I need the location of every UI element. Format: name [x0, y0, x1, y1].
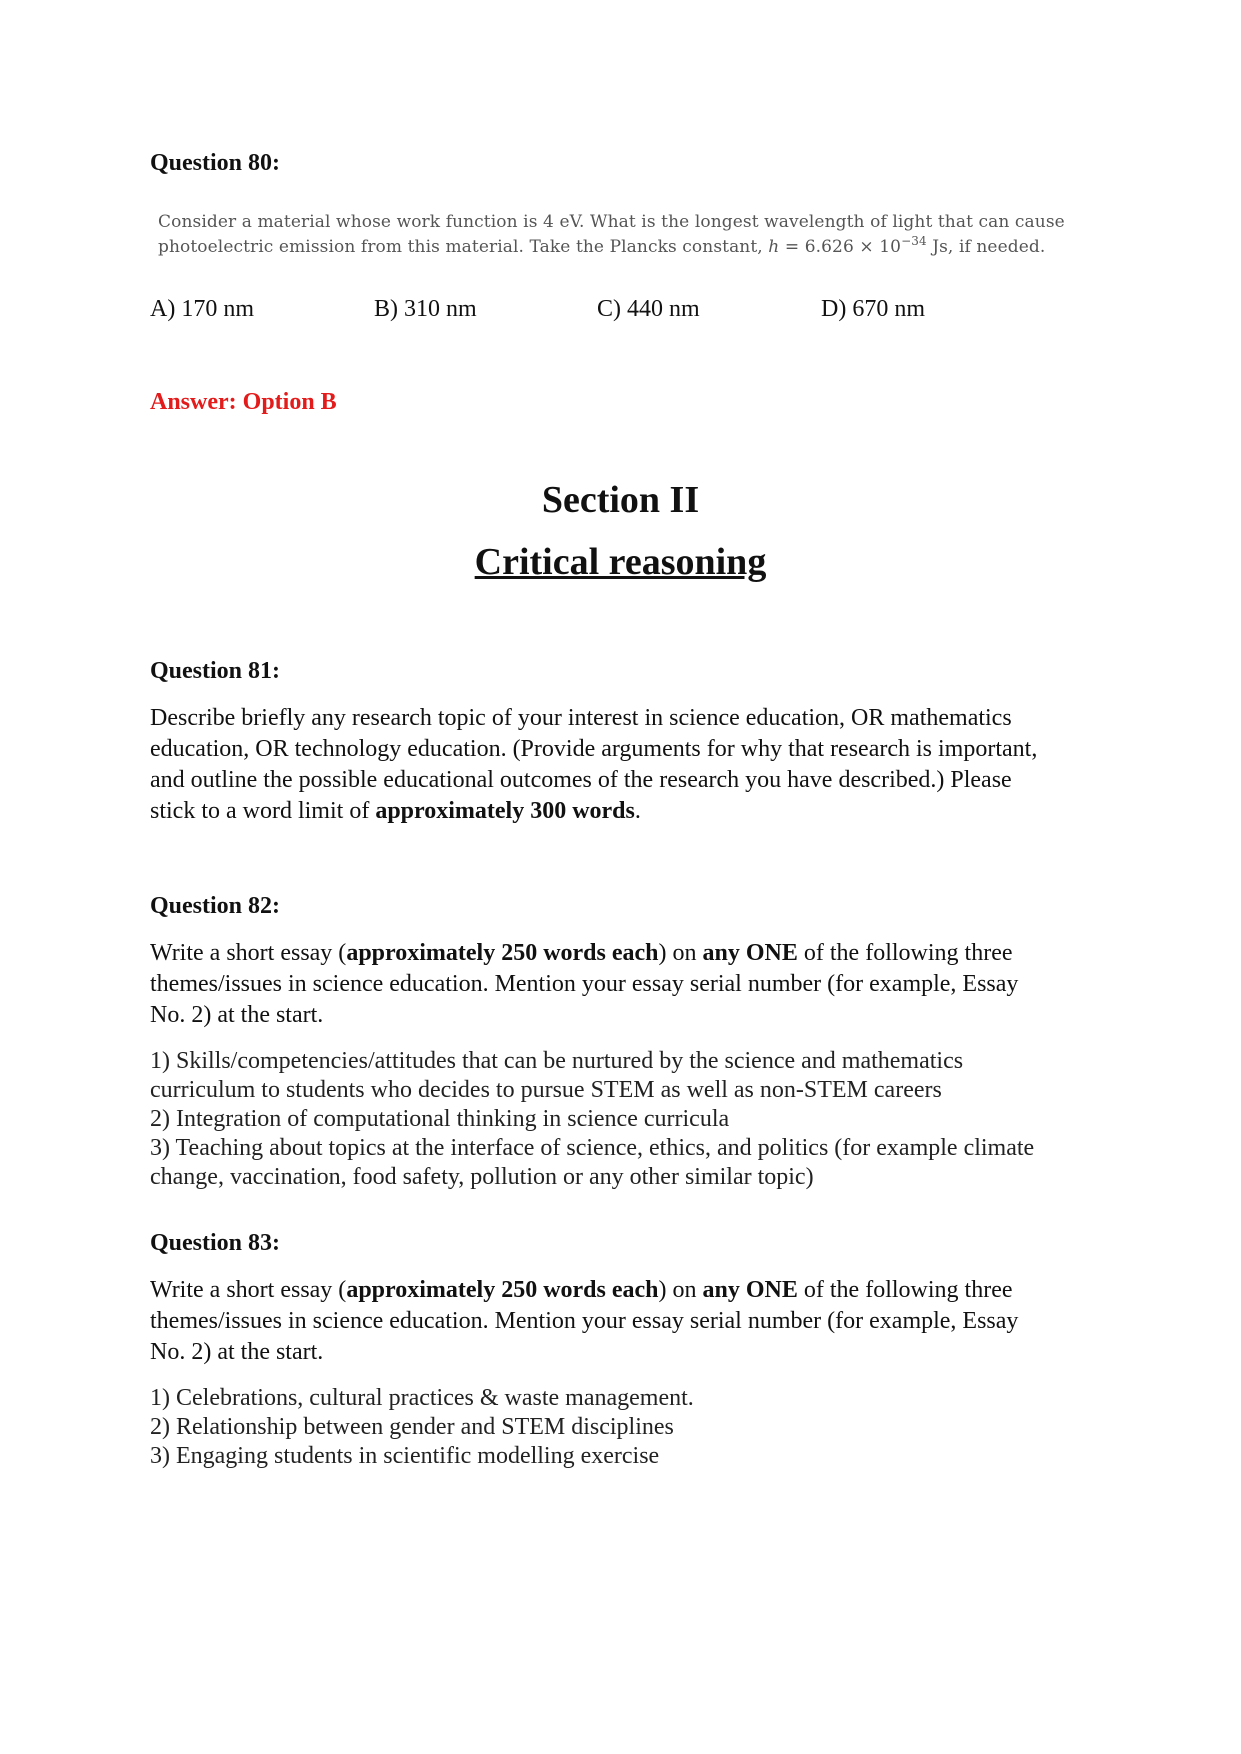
question-82-text: [150, 938, 1018, 1031]
question-82-list: [150, 1047, 1034, 1192]
option-b: B) 310 nm: [374, 296, 477, 322]
question-83-list: [150, 1384, 694, 1471]
question-82-line-2: themes/issues in science education. Mention your essay serial number (for example, Essay: [150, 971, 1019, 997]
list-item: 1) Celebrations, cultural practices & waste management.: [150, 1385, 694, 1411]
section-subtitle: Critical reasoning: [474, 541, 767, 583]
answer-label: Answer: Option B: [150, 389, 337, 415]
question-81-line-3: and outline the possible educational outcomes of the research you have described.) Please: [150, 767, 1012, 793]
question-83-line-1: Write a short essay (approximately 250 words each) on any ONE of the following three: [150, 1277, 1013, 1303]
question-82-line-1: Write a short essay (approximately 250 words each) on any ONE of the following three: [150, 940, 1013, 966]
question-81-line-2: education, OR technology education. (Provide arguments for why that research is important,: [150, 736, 1038, 762]
question-81-heading: Question 81:: [150, 658, 281, 684]
list-item: 2) Relationship between gender and STEM disciplines: [150, 1414, 674, 1440]
question-80-text: [158, 210, 1065, 260]
section-title: Section II: [541, 479, 700, 521]
list-item: change, vaccination, food safety, pollution or any other similar topic): [150, 1164, 814, 1190]
option-d: D) 670 nm: [821, 296, 925, 322]
question-83-heading: Question 83:: [150, 1230, 281, 1256]
list-item: 3) Teaching about topics at the interface of science, ethics, and politics (for example climate: [150, 1135, 1035, 1161]
list-item: 3) Engaging students in scientific modelling exercise: [150, 1443, 660, 1469]
question-82-line-3: No. 2) at the start.: [150, 1002, 324, 1028]
option-a: A) 170 nm: [150, 296, 254, 322]
question-81-text: [150, 703, 1037, 827]
question-81-line-1: Describe briefly any research topic of your interest in science education, OR mathematics: [150, 705, 1012, 731]
list-item: 1) Skills/competencies/attitudes that can be nurtured by the science and mathematics: [150, 1048, 964, 1074]
question-81-line-4: stick to a word limit of approximately 300 words.: [150, 798, 641, 824]
option-c: C) 440 nm: [597, 296, 700, 322]
question-83-line-3: No. 2) at the start.: [150, 1339, 324, 1365]
question-82-heading: Question 82:: [150, 893, 281, 919]
question-83-line-2: themes/issues in science education. Mention your essay serial number (for example, Essay: [150, 1308, 1019, 1334]
list-item: curriculum to students who decides to pursue STEM as well as non-STEM careers: [150, 1077, 942, 1103]
question-80-line-1: Consider a material whose work function is 4 eV. What is the longest wavelength of light that can cause: [158, 212, 1065, 232]
list-item: 2) Integration of computational thinking in science curricula: [150, 1106, 730, 1132]
question-80-line-2: photoelectric emission from this material. Take the Plancks constant, $h = 6.626 \times 10^{-34}$ Js, if needed.: [158, 234, 1046, 257]
question-80-heading: Question 80:: [150, 150, 281, 176]
question-83-text: [150, 1275, 1018, 1368]
